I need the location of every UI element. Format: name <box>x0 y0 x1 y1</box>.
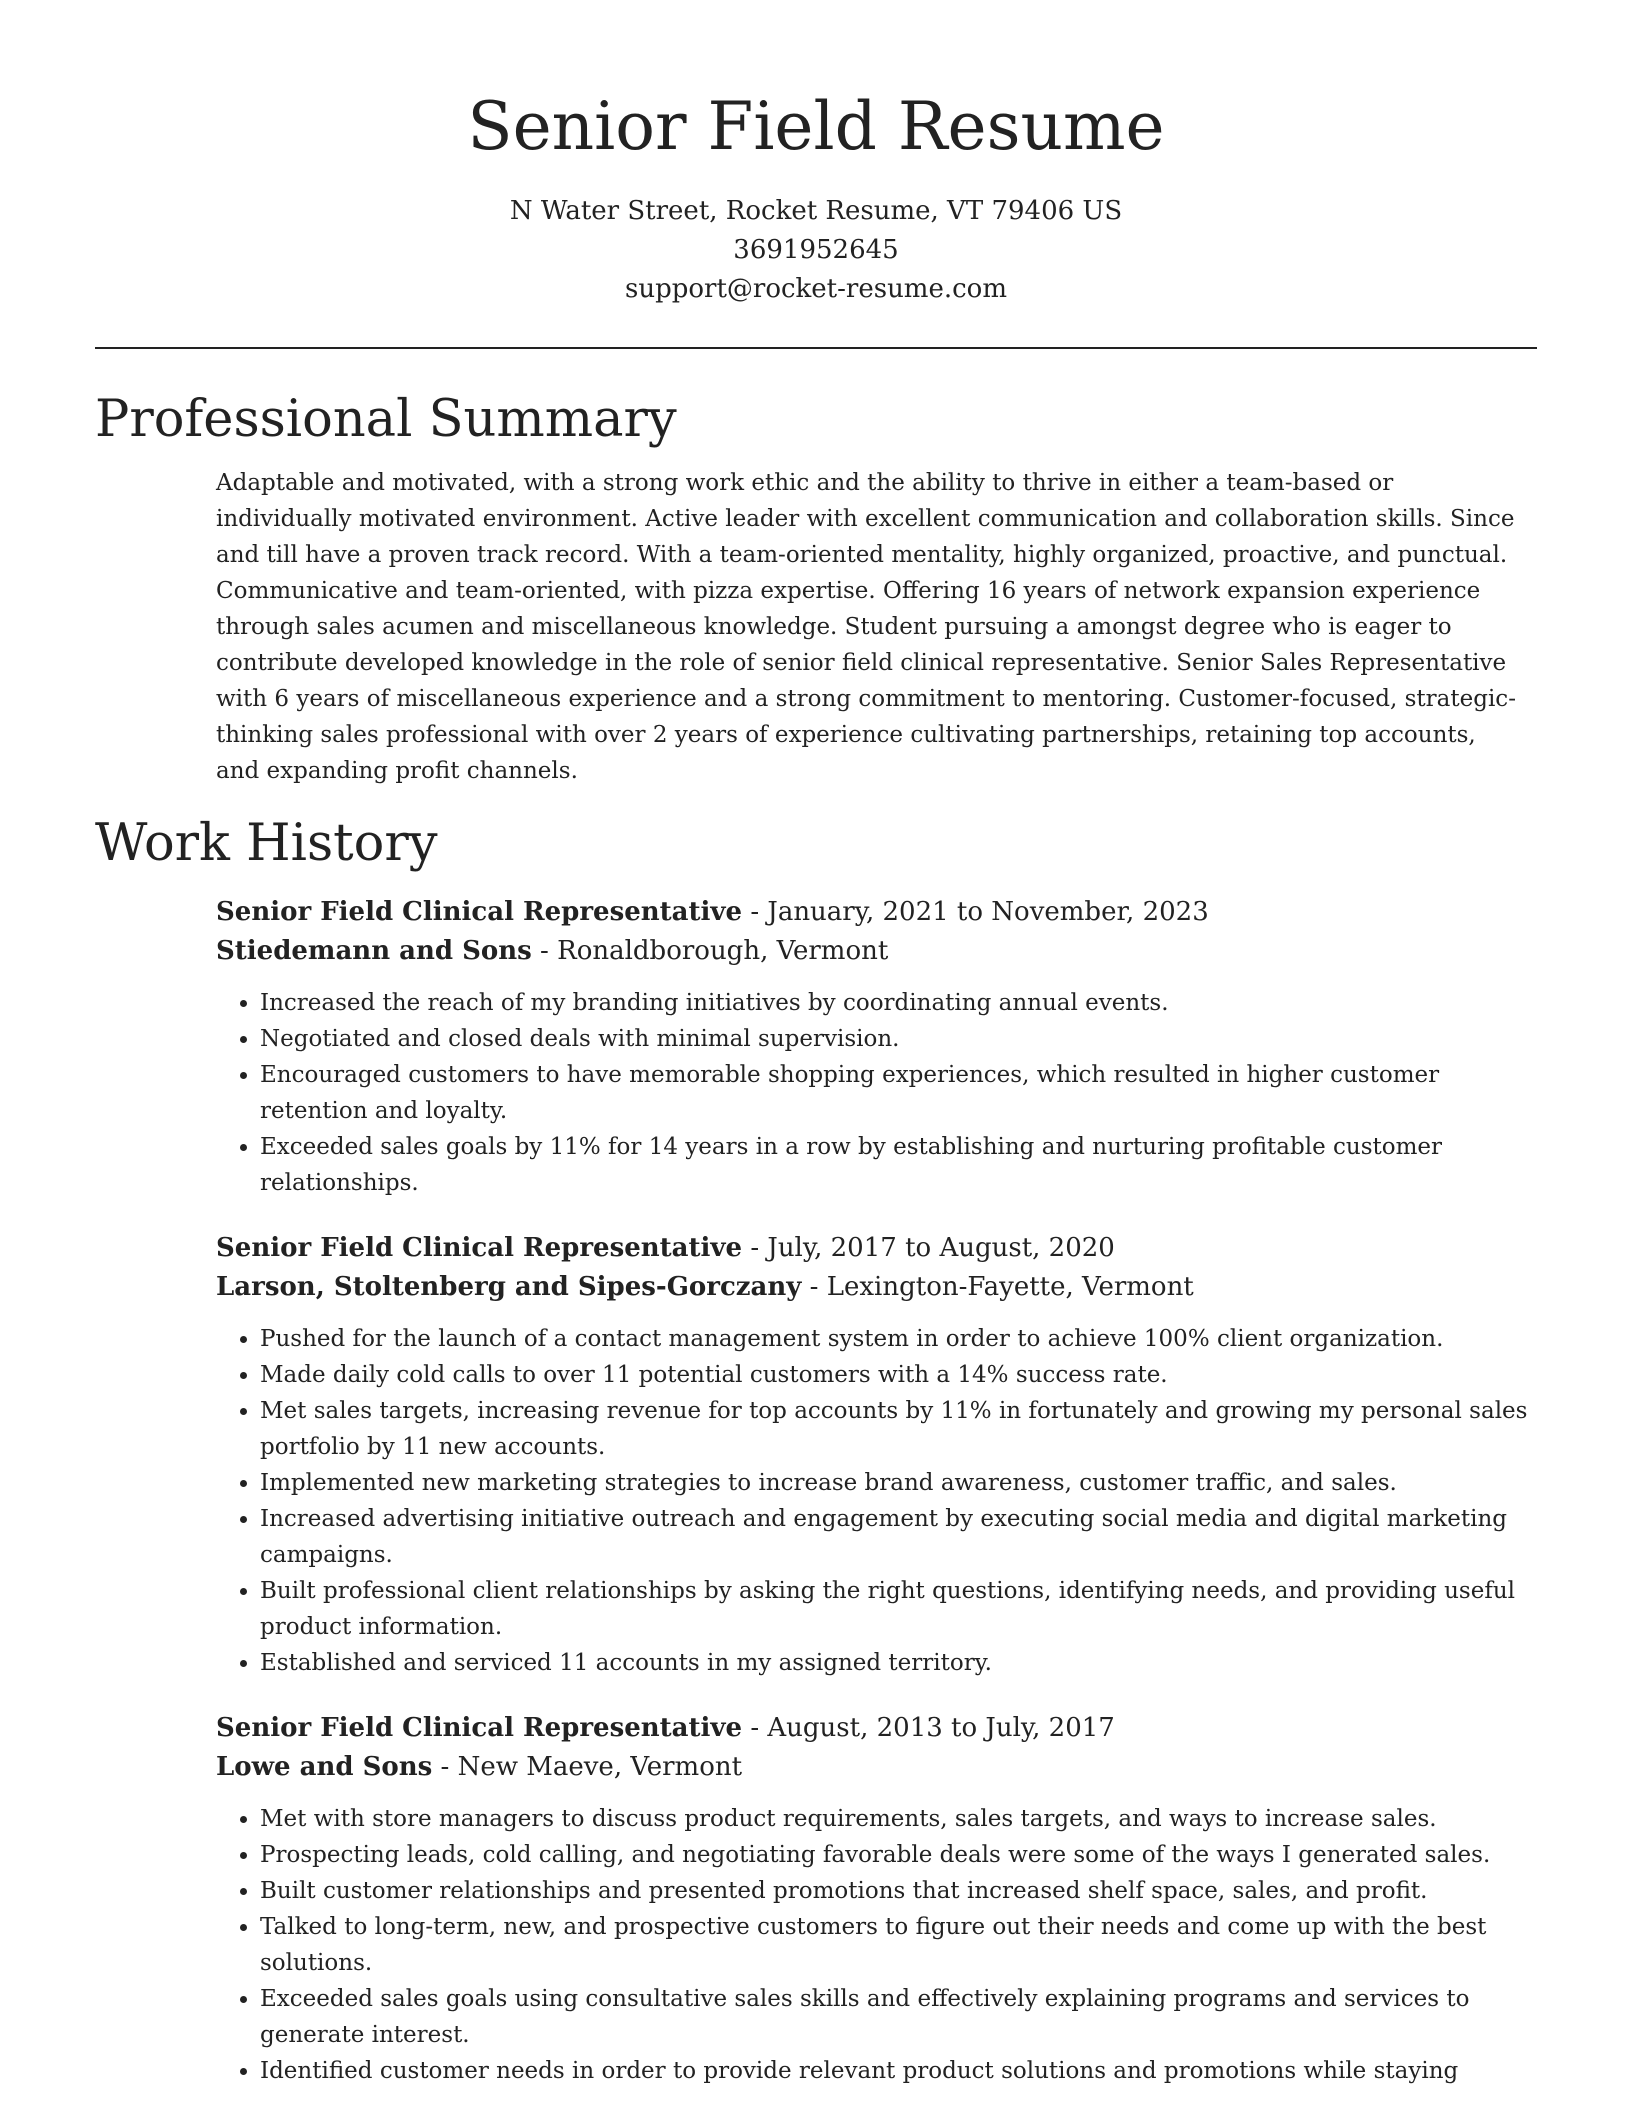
summary-heading: Professional Summary <box>95 390 677 449</box>
job-location: Ronaldborough, Vermont <box>557 936 889 966</box>
company-name: Lowe and Sons <box>216 1752 433 1782</box>
job-title: Senior Field Clinical Representative <box>216 897 743 927</box>
job-title: Senior Field Clinical Representative <box>216 1713 743 1743</box>
separator: - <box>742 1713 768 1743</box>
job-bullets <box>216 1801 1537 2089</box>
separator: - <box>531 936 558 966</box>
job-entry <box>216 893 1537 1201</box>
job-title-line <box>216 1709 1537 1748</box>
work-history-list <box>0 893 1632 2089</box>
list-item: • Built customer relationships and presented promotions that increased shelf space, sales, and profit. <box>260 1873 1537 1909</box>
summary-text: Adaptable and motivated, with a strong work ethic and the ability to thrive in either a team-based or individually motivated environment. Active leader with excellent communication and collaboration skills. Since and till have a proven track record. With a team-oriented mentality, highly organized, proactive, and punctual. Communicative and team-oriented, with pizza expertise. Offering 16 years of network expansion experience through sales acumen and miscellaneous knowledge. Student pursuing a amongst degree who is eager to contribute developed knowledge in the role of senior field clinical representative. Senior Sales Representative with 6 years of miscellaneous experience and a strong commitment to mentoring. Customer-focused, strategic-thinking sales professional with over 2 years of experience cultivating partnerships, retaining top accounts, and expanding profit channels. <box>216 470 1516 784</box>
list-item: • Exceeded sales goals using consultative sales skills and effectively explaining programs and services to generate interest. <box>260 1981 1537 2053</box>
job-title: Senior Field Clinical Representative <box>216 1233 743 1263</box>
contact-info <box>0 192 1632 309</box>
job-entry <box>216 1709 1537 2089</box>
job-entry <box>216 1229 1537 1681</box>
separator: - <box>801 1272 827 1302</box>
job-company-line <box>216 1748 1537 1787</box>
list-item: • Exceeded sales goals by 11% for 14 years in a row by establishing and nurturing profitable customer relationships. <box>260 1129 1537 1201</box>
list-item: • Implemented new marketing strategies to increase brand awareness, customer traffic, and sales. <box>260 1465 1537 1501</box>
list-item: • Identified customer needs in order to provide relevant product solutions and promotions while staying <box>260 2053 1537 2089</box>
list-item: • Increased advertising initiative outreach and engagement by executing social media and digital marketing campaigns. <box>260 1501 1537 1573</box>
job-dates: August, 2013 to July, 2017 <box>767 1713 1115 1743</box>
list-item: • Met sales targets, increasing revenue for top accounts by 11% in fortunately and growing my personal sales portfolio by 11 new accounts. <box>260 1393 1537 1465</box>
job-title-line <box>216 1229 1537 1268</box>
address: N Water Street, Rocket Resume, VT 79406 US <box>509 196 1123 226</box>
list-item: • Made daily cold calls to over 11 potential customers with a 14% success rate. <box>260 1357 1537 1393</box>
job-title-line <box>216 893 1537 932</box>
resume-header <box>0 0 1632 309</box>
email-address: support@rocket-resume.com <box>624 274 1007 304</box>
list-item: • Negotiated and closed deals with minimal supervision. <box>260 1021 1537 1057</box>
header-divider <box>95 347 1537 349</box>
list-item: • Talked to long-term, new, and prospective customers to figure out their needs and come up with the best solutions. <box>260 1909 1537 1981</box>
list-item: • Established and serviced 11 accounts in my assigned territory. <box>260 1645 1537 1681</box>
separator: - <box>742 1233 768 1263</box>
job-bullets <box>216 985 1537 1201</box>
job-dates: January, 2021 to November, 2023 <box>767 897 1209 927</box>
company-name: Stiedemann and Sons <box>216 936 532 966</box>
separator: - <box>742 897 768 927</box>
list-item: • Encouraged customers to have memorable shopping experiences, which resulted in higher customer retention and loyalty. <box>260 1057 1537 1129</box>
phone-number: 3691952645 <box>733 235 899 265</box>
list-item: • Prospecting leads, cold calling, and negotiating favorable deals were some of the ways I generated sales. <box>260 1837 1537 1873</box>
job-bullets <box>216 1321 1537 1681</box>
list-item: • Built professional client relationships by asking the right questions, identifying needs, and providing useful product information. <box>260 1573 1537 1645</box>
job-dates: July, 2017 to August, 2020 <box>767 1233 1115 1263</box>
job-location: New Maeve, Vermont <box>457 1752 743 1782</box>
list-item: • Met with store managers to discuss product requirements, sales targets, and ways to increase sales. <box>260 1801 1537 1837</box>
job-company-line <box>216 932 1537 971</box>
list-item: • Increased the reach of my branding initiatives by coordinating annual events. <box>260 985 1537 1021</box>
job-company-line <box>216 1268 1537 1307</box>
list-item: • Pushed for the launch of a contact management system in order to achieve 100% client organization. <box>260 1321 1537 1357</box>
company-name: Larson, Stoltenberg and Sipes-Gorczany <box>216 1272 802 1302</box>
separator: - <box>432 1752 458 1782</box>
page-title: Senior Field Resume <box>467 88 1165 165</box>
job-location: Lexington-Fayette, Vermont <box>826 1272 1194 1302</box>
work-history-heading: Work History <box>95 814 438 873</box>
